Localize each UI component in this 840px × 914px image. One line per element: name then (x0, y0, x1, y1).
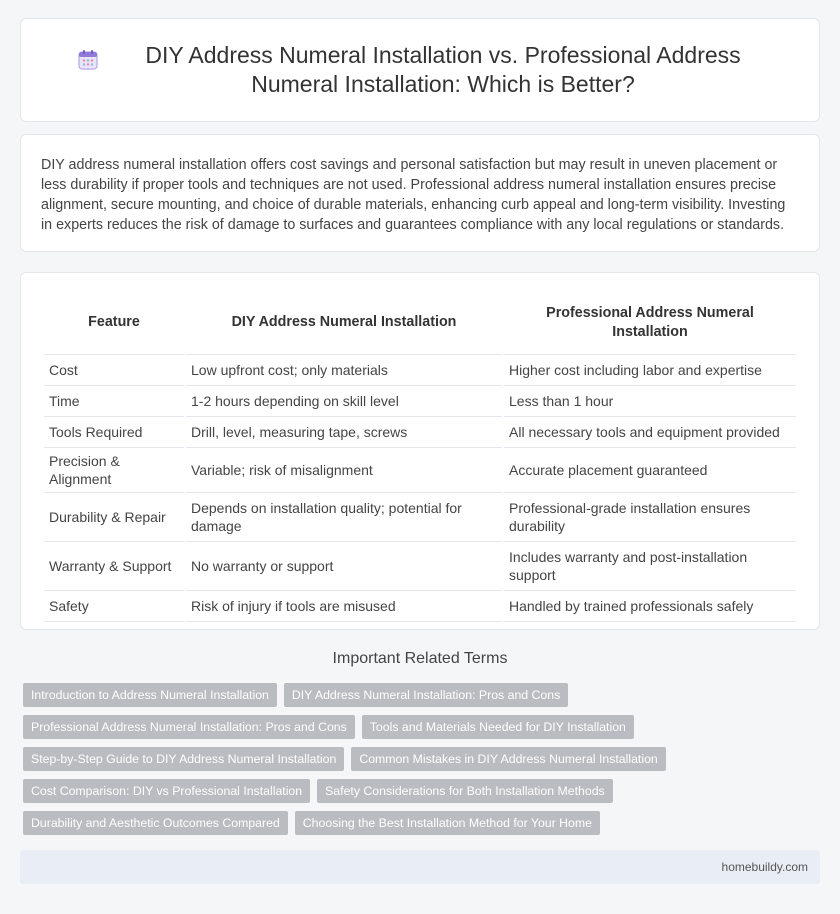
intro-paragraph: DIY address numeral installation offers cost savings and personal satisfaction but may result in uneven placement or less durability if proper tools and techniques are not used. Professional address numeral installation ensures precise alignment, secure mounting, and choice of durable materials, enhancing curb appeal and long-term visibility. Investing in experts reduces the risk of damage to surfaces and guarantees compliance with any local regulations or standards. (41, 157, 786, 233)
table-cell-professional: All necessary tools and equipment provided (504, 417, 796, 448)
table-cell-professional: Professional-grade installation ensures durability (504, 493, 796, 542)
table-cell-feature: Durability & Repair (44, 493, 184, 542)
title-card (20, 18, 820, 122)
footer-site[interactable]: homebuildy.com (721, 860, 808, 874)
related-tag[interactable]: Common Mistakes in DIY Address Numeral Installation (351, 747, 665, 771)
related-tag[interactable]: DIY Address Numeral Installation: Pros and Cons (284, 683, 568, 707)
table-row (44, 448, 796, 493)
table-row (44, 417, 796, 448)
table-cell-diy: Risk of injury if tools are misused (186, 591, 502, 622)
table-cell-diy: Drill, level, measuring tape, screws (186, 417, 502, 448)
table-cell-feature: Safety (44, 591, 184, 622)
calendar-icon (77, 49, 99, 71)
intro-card (20, 134, 820, 252)
related-terms-title: Important Related Terms (332, 650, 508, 667)
table-cell-professional: Less than 1 hour (504, 386, 796, 417)
table-cell-professional: Higher cost including labor and expertise (504, 355, 796, 386)
title-wrap (77, 41, 763, 99)
related-tag[interactable]: Tools and Materials Needed for DIY Installation (362, 715, 634, 739)
table-header-row (44, 291, 796, 355)
related-tag[interactable]: Choosing the Best Installation Method for Your Home (295, 811, 600, 835)
related-tag[interactable]: Safety Considerations for Both Installation Methods (317, 779, 613, 803)
related-tag[interactable]: Professional Address Numeral Installation: Pros and Cons (23, 715, 355, 739)
table-cell-diy: Depends on installation quality; potential for damage (186, 493, 502, 542)
table-cell-feature: Time (44, 386, 184, 417)
comparison-card (20, 272, 820, 630)
table-row (44, 386, 796, 417)
table-cell-feature: Tools Required (44, 417, 184, 448)
footer (20, 850, 820, 884)
table-cell-feature: Cost (44, 355, 184, 386)
table-row (44, 355, 796, 386)
header-professional: Professional Address Numeral Installation (504, 291, 796, 355)
table-cell-professional: Handled by trained professionals safely (504, 591, 796, 622)
table-cell-diy: 1-2 hours depending on skill level (186, 386, 502, 417)
related-tag[interactable]: Step-by-Step Guide to DIY Address Numeral Installation (23, 747, 344, 771)
table-row (44, 493, 796, 542)
table-cell-professional: Accurate placement guaranteed (504, 448, 796, 493)
table-cell-diy: Low upfront cost; only materials (186, 355, 502, 386)
header-diy: DIY Address Numeral Installation (186, 291, 502, 355)
related-tag[interactable]: Introduction to Address Numeral Installation (23, 683, 277, 707)
comparison-table (42, 291, 798, 622)
table-cell-diy: Variable; risk of misalignment (186, 448, 502, 493)
page-title: DIY Address Numeral Installation vs. Professional Address Numeral Installation: Which is Better? (145, 42, 741, 97)
table-row (44, 542, 796, 591)
table-cell-feature: Warranty & Support (44, 542, 184, 591)
table-cell-feature: Precision & Alignment (44, 448, 184, 493)
related-tag[interactable]: Cost Comparison: DIY vs Professional Installation (23, 779, 310, 803)
table-cell-diy: No warranty or support (186, 542, 502, 591)
table-cell-professional: Includes warranty and post-installation support (504, 542, 796, 591)
header-feature: Feature (44, 291, 184, 355)
related-tag[interactable]: Durability and Aesthetic Outcomes Compared (23, 811, 288, 835)
related-tags (23, 683, 823, 835)
table-row (44, 591, 796, 622)
